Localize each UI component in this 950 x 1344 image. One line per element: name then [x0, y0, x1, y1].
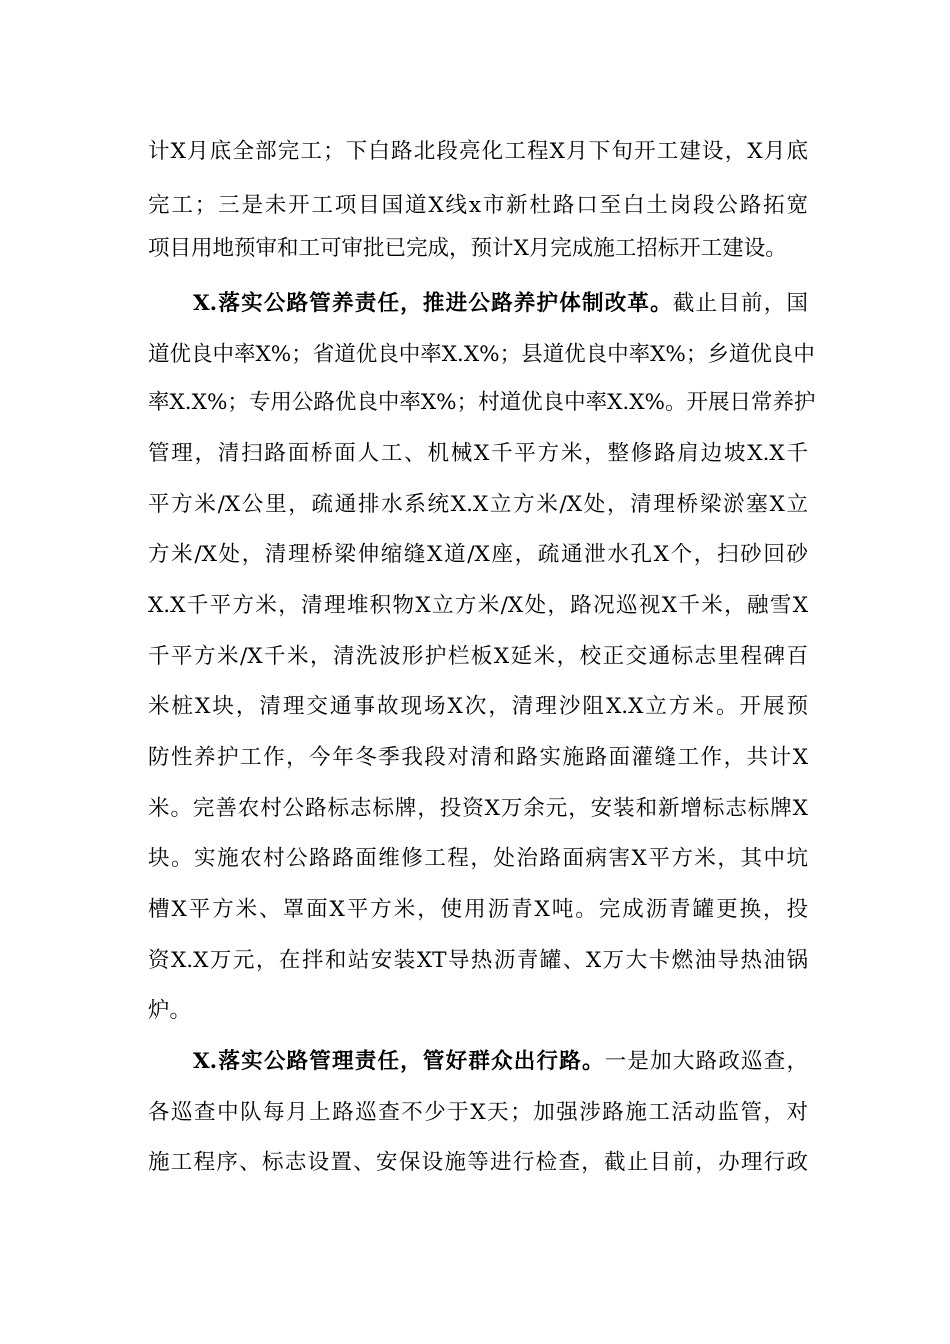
text-line: 槽X平方米、罩面X平方米，使用沥青X吨。完成沥青罐更换，投 — [148, 897, 808, 922]
text-line: 各巡查中队每月上路巡查不少于X天；加强涉路施工活动监管，对 — [148, 1100, 808, 1125]
text-line: 防性养护工作，今年冬季我段对清和路实施路面灌缝工作，共计X — [148, 745, 808, 770]
text-line: 方米/X处，清理桥梁伸缩缝X道/X座，疏通泄水孔X个，扫砂回砂 — [148, 542, 808, 567]
text-line: 平方米/X公里，疏通排水系统X.X立方米/X处，清理桥梁淤塞X立 — [148, 492, 808, 517]
paragraph-first-line — [193, 277, 808, 331]
text-line: 块。实施农村公路路面维修工程，处治路面病害X平方米，其中坑 — [148, 846, 808, 871]
text-line: 千平方米/X千米，清洗波形护栏板X延米，校正交通标志里程碑百 — [148, 644, 808, 669]
paragraph-text: 一是加大路政巡查， — [604, 1049, 808, 1074]
paragraph-first-line — [193, 1035, 808, 1089]
text-line: 项目用地预审和工可审批已完成，预计X月完成施工招标开工建设。 — [148, 236, 787, 261]
section-heading: X.落实公路管养责任，推进公路养护体制改革。 — [193, 291, 673, 316]
text-line: 米桩X块，清理交通事故现场X次，清理沙阻X.X立方米。开展预 — [148, 694, 808, 719]
section-heading: X.落实公路管理责任，管好群众出行路。 — [193, 1049, 605, 1074]
paragraph-text: 截止目前，国 — [672, 291, 808, 316]
text-line: 率X.X%；专用公路优良中率X%；村道优良中率X.X%。开展日常养护 — [148, 390, 816, 415]
text-line: 管理，清扫路面桥面人工、机械X千平方米，整修路肩边坡X.X千 — [148, 441, 808, 466]
text-line: 米。完善农村公路标志标牌，投资X万余元，安装和新增标志标牌X — [148, 796, 808, 821]
text-line: 炉。 — [148, 998, 192, 1023]
text-line: 完工；三是未开工项目国道X线x市新杜路口至白土岗段公路拓宽 — [148, 193, 808, 218]
text-line: 施工程序、标志设置、安保设施等进行检查，截止目前，办理行政 — [148, 1150, 808, 1175]
text-line: 计X月底全部完工；下白路北段亮化工程X月下旬开工建设，X月底 — [148, 139, 808, 164]
text-line: 资X.X万元，在拌和站安装XT导热沥青罐、X万大卡燃油导热油锅 — [148, 948, 808, 973]
text-line: 道优良中率X%；省道优良中率X.X%；县道优良中率X%；乡道优良中 — [148, 342, 815, 367]
text-line: X.X千平方米，清理堆积物X立方米/X处，路况巡视X千米，融雪X — [148, 593, 808, 618]
